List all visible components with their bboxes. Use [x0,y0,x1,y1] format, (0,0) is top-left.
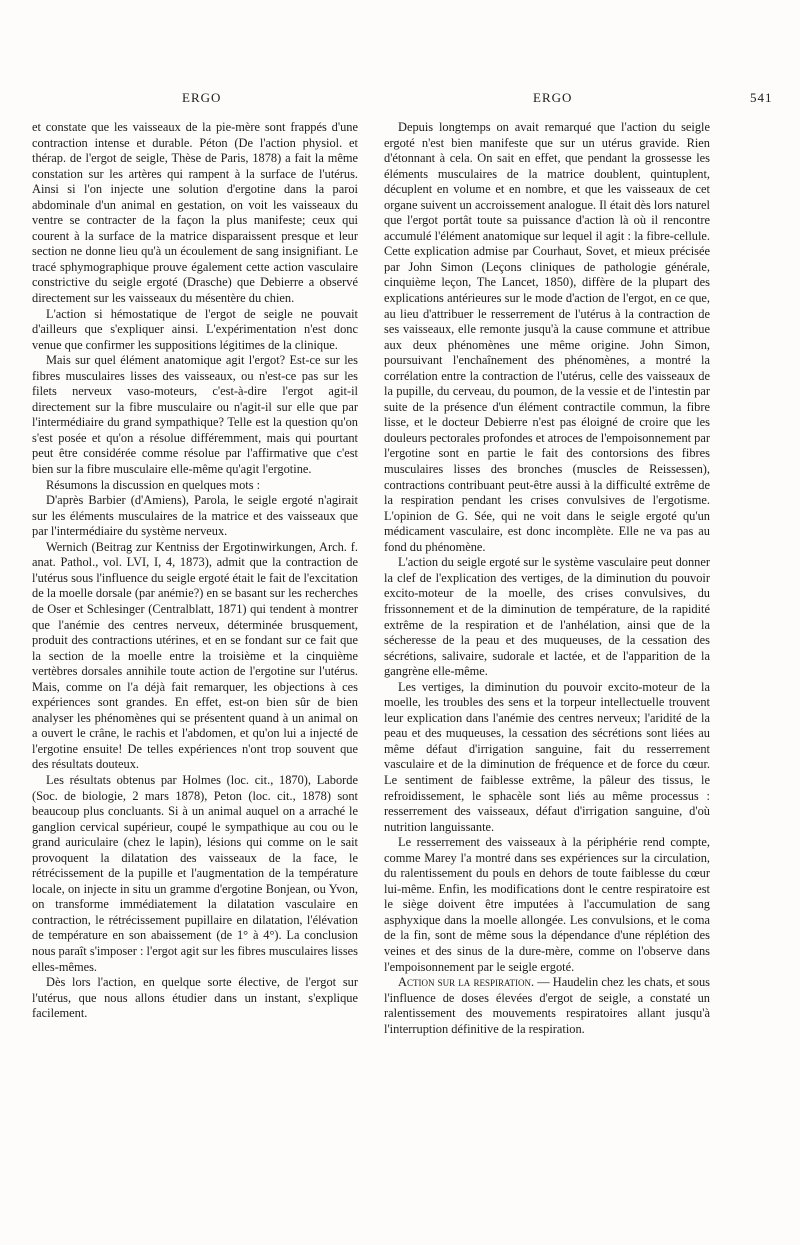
section-heading: Action sur la respiration. [398,975,535,990]
paragraph: Depuis longtemps on avait remarqué que l'action du seigle ergoté n'est bien manifeste que sur un utérus gravide. Rien d'étonnant à cela. On sait en effet, que pendant la grossesse les éléments musculaires de la matrice doublent, quintuplent, décuplent en volume et en nombre, et que les vaisseaux de cet organe suivent un accroissement analogue. Il était dès lors naturel que l'ergot portât toute sa puissance d'action là où il rencontre accumulé l'élément anatomique sur lequel il agit : la fibre-cellule. Cette explication admise par Courhaut, Sovet, et mieux précisée par John Simon (Leçons cliniques de pathologie générale, cinquième leçon, The Lancet, 1850), diffère de la plupart des explications antérieures sur le mode d'action de l'ergot, en ce que, au lieu d'attribuer le resserrement de l'utérus à la contraction de ses vaisseaux, elle remonte jusqu'à la cause commune et attribue aux deux phénomènes une même origine. John Simon, poursuivant l'enchaînement des phénomènes, a montré la corrélation entre la contraction de l'utérus, celle des vaisseaux de la pupille, du cerveau, du poumon, de la vessie et de l'intestin par suite de la présence d'un élément contractile commun, la fibre lisse, et le docteur Debierre n'est pas éloigné de croire que les douleurs pectorales profondes et atroces de l'empoisonnement par l'ergotine sont en partie le fait des contorsions des fibres musculaires lisses des bronches (muscles de Reissessen), contractions contribuant peut-être aussi à la difficulté extrême de la respiration pendant les crises convulsives de l'ergotisme. L'opinion de G. Sée, qui ne voit dans le seigle ergoté qu'un médicament vasculaire, est donc incomplète. Elle ne va pas au fond du phénomène. [384,120,710,554]
paragraph: et constate que les vaisseaux de la pie-mère sont frappés d'une contraction intense et durable. Péton (De l'action physiol. et thérap. de l'ergot de seigle, Thèse de Paris, 1878) a fait la même constation sur les artères qui rampent à la surface de l'utérus. Ainsi si l'on injecte une solution d'ergotine dans la paroi abdominale d'un animal en gestation, on voit les vaisseaux du ventre se contracter de la façon la plus manifeste; ceux qui courent à la surface de la matrice disparaissent presque et leur section ne donne lieu qu'à un écoulement de sang insignifiant. Le tracé sphymographique prouve également cette action vasculaire constrictive du seigle ergoté (Drasche) que Debierre a observé directement sur les vaisseaux du mésentère du chien. [32,120,358,306]
left-column [32,120,358,1022]
paragraph: Wernich (Beitrag zur Kentniss der Ergotinwirkungen, Arch. f. anat. Pathol., vol. LVI, I, 4, 1873), admit que la contraction de l'utérus sous l'influence du seigle ergoté était le fait de l'excitation de la moelle dorsale (par anémie?) en se basant sur les recherches de Oser et Schlesinger (Centralblatt, 1871) qui tendent à montrer que l'anémie des centres nerveux, déterminée brusquement, produit des contractions utérines, et en se fondant sur ce fait que la section de la moelle entre la troisième et la cinquième vertèbres dorsales annihile toute action de l'ergotine sur l'utérus. Mais, comme on l'a déjà fait remarquer, les objections à ces expériences sont grandes. En effet, est-on bien sûr de bien analyser les phénomènes qui se présentent quand à un animal on a ouvert le crâne, le rachis et l'abdomen, et qu'on lui a injecté de l'ergotine ensuite! De telles expériences n'ont trop souvent que des résultats douteux. [32,539,358,772]
paragraph: Les vertiges, la diminution du pouvoir excito-moteur de la moelle, les troubles des sens et la torpeur intellectuelle trouvent leur explication dans l'anémie des centres nerveux; l'aridité de la peau et des muqueuses, la cessation des sécrétions sont liées au même défaut d'irrigation sanguine, fait du resserrement vasculaire et de la diminution de fréquence et de force du cœur. Le sentiment de faiblesse extrême, la pâleur des tissus, le refroidissement, le sphacèle sont liés au même processus : resserrement des vaisseaux, défaut d'irrigation sanguine, d'où nutrition languissante. [384,679,710,834]
paragraph: D'après Barbier (d'Amiens), Parola, le seigle ergoté n'agirait sur les éléments musculaires de la matrice et des vaisseaux que par l'intermédiaire du système nerveux. [32,493,358,539]
paragraph: L'action du seigle ergoté sur le système vasculaire peut donner la clef de l'explication des vertiges, de la diminution du pouvoir excito-moteur de la moelle, des crises convulsives, du frissonnement et de la diminution de température, de la rapidité extrême de la respiration et de l'anhélation, ainsi que de la sécheresse de la peau et des muqueuses, de la cessation des sécrétions, salivaire, sudorale et lactée, et de l'apparition de la gangrène elle-même. [384,555,710,679]
page-number: 541 [750,90,773,105]
paragraph: Le resserrement des vaisseaux à la périphérie rend compte, comme Marey l'a montré dans ses expériences sur la circulation, du ralentissement du pouls en dehors de toute faiblesse du cœur lui-même. Enfin, les modifications dont le centre respiratoire est le siège doivent être imputées à l'accumulation de sang asphyxique dans la moelle allongée. Les convulsions, et le coma de la fin, sont de même sous la dépendance d'une réplétion des veines et des sinus de la dure-mère, comme on l'observe dans l'empoisonnement par le seigle ergoté. [384,835,710,974]
paragraph: Mais sur quel élément anatomique agit l'ergot? Est-ce sur les fibres musculaires lisses des vaisseaux, ou n'est-ce pas sur les filets nerveux vaso-moteurs, c'est-à-dire l'ergot agit-il directement sur la fibre musculaire ou n'agit-il sur elle que par l'intermédiaire du grand sympathique? Telle est la question qu'on s'est posée et qu'on a résolue différemment, mais qui pourtant peut être considérée comme résolue par l'affirmative que c'est bien sur la fibre musculaire elle-même qu'agit l'ergotine. [32,353,358,477]
paragraph: L'action si hémostatique de l'ergot de seigle ne pouvait d'ailleurs que s'expliquer ainsi. L'expérimentation n'est donc venue que confirmer les suppositions légitimes de la clinique. [32,306,358,352]
paragraph: Résumons la discussion en quelques mots : [46,477,261,492]
running-head-left: ERGO [182,90,222,105]
paragraph: Dès lors l'action, en quelque sorte élective, de l'ergot sur l'utérus, que nous allons étudier dans un instant, s'explique facilement. [32,975,358,1021]
paragraph-text: — Haudelin chez les chats, et sous l'influence de doses élevées d'ergot de seigle, a constaté un ralentissement des mouvements respiratoires allant jusqu'à l'interruption définitive de la respiration. [384,975,710,1036]
running-head-right: ERGO [533,90,573,105]
paragraph: Les résultats obtenus par Holmes (loc. cit., 1870), Laborde (Soc. de biologie, 2 mars 1878), Peton (loc. cit., 1878) sont beaucoup plus concluants. Si à un animal auquel on a arraché le ganglion cervical supérieur, coupé le sympathique au cou ou le grand auriculaire (chez le lapin), lésions qui comme on le sait provoquent la dilatation des vaisseaux de la face, le rétrécissement de la pupille et l'augmentation de la température locale, on injecte in situ un gramme d'ergotine Bonjean, ou Yvon, on transforme immédiatement la dilatation vasculaire en contraction, le rétrécissement pupillaire en dilatation, l'élévation de température en son abaissement (de 1° à 4°). La conclusion nous paraît s'imposer : l'ergot agit sur les fibres musculaires lisses elles-mêmes. [32,772,358,974]
right-column [384,120,710,1037]
paragraph [384,975,710,1037]
